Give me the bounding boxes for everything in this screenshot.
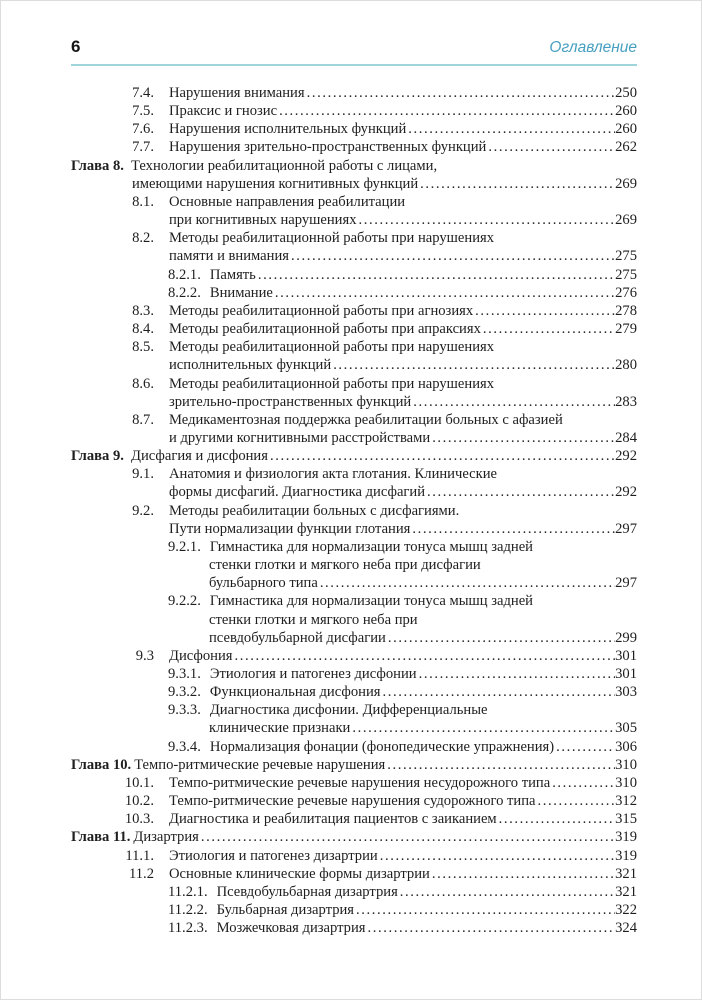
- toc-line: [71, 393, 637, 411]
- entry-page-number: 262: [615, 139, 637, 156]
- toc-entry: [71, 828, 637, 846]
- entry-number: 8.3.: [132, 302, 154, 319]
- toc-line: [71, 756, 637, 774]
- entry-page-number: 280: [615, 357, 637, 374]
- entry-title: Темпо-ритмические речевые нарушения: [134, 756, 386, 773]
- toc-line: [71, 901, 637, 919]
- toc-entry: [71, 411, 637, 447]
- entry-page-number: 321: [615, 865, 637, 882]
- entry-title: и другими когнитивными расстройствами: [169, 429, 431, 446]
- entry-number: 7.5.: [132, 103, 154, 120]
- dot-leader: [199, 828, 615, 846]
- toc-entry: [71, 157, 637, 193]
- entry-title: Основные клинические формы дизартрии: [169, 865, 430, 882]
- entry-number: 9.3.1.: [168, 666, 201, 682]
- dot-leader: [398, 883, 615, 901]
- entry-title: Дисфагия и дисфония: [131, 448, 268, 465]
- entry-number: 11.2.1.: [168, 883, 208, 900]
- entry-page-number: 276: [615, 284, 637, 301]
- toc-entry: [71, 138, 637, 156]
- entry-title: клинические признаки: [209, 720, 351, 737]
- entry-title: Псевдобульбарная дизартрия: [216, 883, 398, 900]
- entry-title: Основные направления реабилитации: [169, 193, 406, 210]
- entry-page-number: 292: [615, 448, 637, 465]
- entry-title: Нарушения зрительно-пространственных функций: [169, 139, 487, 156]
- toc-line: [71, 302, 637, 320]
- toc-line: [71, 411, 637, 429]
- entry-title: Бульбарная дизартрия: [216, 902, 355, 919]
- toc-line: [71, 520, 637, 538]
- entry-number: 7.7.: [132, 139, 154, 156]
- toc-line: [71, 629, 637, 647]
- entry-number: 10.3.: [124, 811, 154, 828]
- dot-leader: [430, 865, 615, 883]
- toc-line: [71, 774, 637, 792]
- toc-line: [71, 447, 637, 465]
- entry-page-number: 319: [615, 829, 637, 846]
- toc-entry: [71, 447, 637, 465]
- toc-entry: [71, 901, 637, 919]
- toc-entry: [71, 266, 637, 284]
- toc-line: [71, 574, 637, 592]
- entry-title: Память: [209, 266, 256, 283]
- toc-line: [71, 483, 637, 501]
- entry-number: 9.2.1.: [168, 538, 201, 555]
- entry-page-number: 303: [615, 684, 637, 701]
- dot-leader: [425, 483, 615, 501]
- running-title: Оглавление: [549, 39, 637, 56]
- dot-leader: [378, 847, 615, 865]
- toc-line: [71, 375, 637, 393]
- entry-title: Нарушения внимания: [169, 85, 305, 101]
- dot-leader: [411, 393, 615, 411]
- entry-title: формы дисфагий. Диагностика дисфагий: [169, 484, 426, 501]
- entry-title: Методы реабилитационной работы при агнозиях: [169, 302, 474, 319]
- entry-page-number: 250: [615, 85, 637, 101]
- entry-page-number: 321: [615, 883, 637, 900]
- entry-number: 8.2.1.: [168, 266, 201, 283]
- toc-entry: [71, 647, 637, 665]
- entry-number: 8.5.: [132, 339, 154, 356]
- entry-page-number: 260: [615, 103, 637, 120]
- toc-entry: [71, 774, 637, 792]
- toc-line: [71, 320, 637, 338]
- entry-page-number: 301: [615, 647, 637, 664]
- entry-page-number: 306: [615, 738, 637, 755]
- toc-entry: [71, 84, 637, 102]
- dot-leader: [473, 302, 615, 320]
- dot-leader: [354, 901, 615, 919]
- dot-leader: [550, 774, 615, 792]
- dot-leader: [406, 120, 615, 138]
- entry-page-number: 269: [615, 175, 637, 192]
- entry-page-number: 310: [615, 756, 637, 773]
- toc-line: [71, 847, 637, 865]
- entry-title: стенки глотки и мягкого неба при: [209, 611, 418, 628]
- entry-number: 9.3.4.: [168, 738, 201, 755]
- dot-leader: [277, 102, 615, 120]
- toc-line: [71, 647, 637, 665]
- entry-page-number: 324: [615, 920, 637, 937]
- dot-leader: [233, 647, 616, 665]
- toc-line: [71, 229, 637, 247]
- entry-title: зрительно-пространственных функций: [169, 393, 412, 410]
- dot-leader: [554, 738, 615, 756]
- entry-page-number: 297: [615, 575, 637, 592]
- entry-title: Этиология и патогенез дизартрии: [169, 847, 378, 864]
- entry-number: 8.7.: [132, 411, 154, 428]
- dot-leader: [289, 247, 615, 265]
- toc-entry: [71, 919, 637, 937]
- entry-title: Медикаментозная поддержка реабилитации больных с афазией: [169, 411, 563, 428]
- entry-page-number: 305: [615, 720, 637, 737]
- entry-number: 9.3.2.: [168, 684, 201, 701]
- entry-title: Диагностика и реабилитация пациентов с заиканием: [169, 811, 497, 828]
- entry-number: 11.2.2.: [168, 902, 208, 919]
- entry-number: 8.4.: [132, 321, 154, 338]
- entry-page-number: 284: [615, 429, 637, 446]
- dot-leader: [536, 792, 616, 810]
- toc-line: [71, 865, 637, 883]
- toc-entry: [71, 738, 637, 756]
- toc-entry: [71, 120, 637, 138]
- page-header: [71, 37, 637, 66]
- toc-line: [71, 102, 637, 120]
- dot-leader: [385, 756, 615, 774]
- entry-title: Нарушения исполнительных функций: [169, 121, 407, 138]
- entry-number: 8.1.: [132, 193, 154, 210]
- entry-page-number: 299: [615, 629, 637, 646]
- toc-line: [71, 120, 637, 138]
- entry-page-number: 260: [615, 121, 637, 138]
- dot-leader: [430, 429, 615, 447]
- page-number: 6: [71, 37, 81, 56]
- toc-line: [71, 157, 637, 175]
- entry-number: 9.1.: [132, 466, 154, 483]
- toc-line: [71, 665, 637, 683]
- dot-leader: [305, 84, 616, 102]
- toc-entry: [71, 756, 637, 774]
- dot-leader: [331, 356, 615, 374]
- entry-title: Праксис и гнозис: [169, 103, 278, 120]
- dot-leader: [386, 629, 615, 647]
- toc-line: [71, 138, 637, 156]
- toc-line: [71, 465, 637, 483]
- entry-title: Методы реабилитационной работы при нарушениях: [169, 230, 495, 247]
- toc-line: [71, 919, 637, 937]
- entry-number: 8.6.: [132, 375, 154, 392]
- entry-title: Гимнастика для нормализации тонуса мышц задней: [209, 593, 533, 610]
- entry-page-number: 297: [615, 520, 637, 537]
- toc-line: [71, 538, 637, 556]
- toc-line: [71, 611, 637, 629]
- toc-entry: [71, 302, 637, 320]
- entry-title: Анатомия и физиология акта глотания. Клинические: [169, 466, 498, 483]
- toc-entry: [71, 665, 637, 683]
- entry-number: 10.2.: [124, 793, 154, 810]
- dot-leader: [350, 719, 615, 737]
- dot-leader: [273, 284, 615, 302]
- entry-title: бульбарного типа: [209, 575, 318, 592]
- toc-line: [71, 175, 637, 193]
- dot-leader: [418, 175, 615, 193]
- entry-title: Этиология и патогенез дисфонии: [209, 666, 417, 682]
- entry-page-number: 292: [615, 484, 637, 501]
- toc-entry: [71, 102, 637, 120]
- toc-entry: [71, 465, 637, 501]
- entry-title: при когнитивных нарушениях: [169, 212, 357, 229]
- entry-title: псевдобульбарной дисфагии: [209, 629, 386, 646]
- toc-line: [71, 592, 637, 610]
- entry-number: 9.3: [135, 647, 154, 664]
- toc-entry: [71, 883, 637, 901]
- entry-number: Глава 11.: [71, 829, 131, 846]
- entry-title: Мозжечковая дизартрия: [216, 920, 366, 937]
- entry-title: Технологии реабилитационной работы с лицами,: [131, 157, 438, 174]
- toc-line: [71, 701, 637, 719]
- entry-title: Пути нормализации функции глотания: [169, 520, 411, 537]
- entry-page-number: 269: [615, 212, 637, 229]
- entry-page-number: 275: [615, 266, 637, 283]
- entry-title: памяти и внимания: [169, 248, 289, 265]
- dot-leader: [380, 683, 615, 701]
- entry-number: 9.2.2.: [168, 593, 201, 610]
- entry-page-number: 312: [615, 793, 637, 810]
- toc-line: [71, 792, 637, 810]
- toc-line: [71, 211, 637, 229]
- entry-title: Темпо-ритмические речевые нарушения судорожного типа: [169, 793, 536, 810]
- toc-line: [71, 556, 637, 574]
- entry-number: 10.1.: [124, 774, 154, 791]
- entry-title: Методы реабилитации больных с дисфагиями.: [169, 502, 460, 519]
- dot-leader: [497, 810, 615, 828]
- entry-title: Внимание: [209, 284, 273, 301]
- dot-leader: [357, 211, 616, 229]
- toc-line: [71, 247, 637, 265]
- dot-leader: [486, 138, 615, 156]
- toc-line: [71, 429, 637, 447]
- toc-line: [71, 284, 637, 302]
- entry-number: Глава 8.: [71, 157, 124, 174]
- entry-page-number: 283: [615, 393, 637, 410]
- entry-title: Дисфония: [169, 647, 233, 664]
- entry-number: 8.2.2.: [168, 284, 201, 301]
- entry-number: 7.6.: [132, 121, 154, 138]
- toc-line: [71, 338, 637, 356]
- entry-page-number: 275: [615, 248, 637, 265]
- entry-number: Глава 10.: [71, 756, 132, 773]
- entry-number: 7.4.: [132, 85, 154, 101]
- entry-title: Гимнастика для нормализации тонуса мышц задней: [209, 538, 533, 555]
- entry-page-number: 319: [615, 847, 637, 864]
- entry-page-number: 315: [615, 811, 637, 828]
- entry-title: Методы реабилитационной работы при нарушениях: [169, 339, 495, 356]
- toc-entry: [71, 502, 637, 538]
- toc-entry: [71, 229, 637, 265]
- entry-title: Методы реабилитационной работы при апраксиях: [169, 321, 481, 338]
- toc-entry: [71, 284, 637, 302]
- entry-title: Функциональная дисфония: [209, 684, 381, 701]
- toc-entry: [71, 193, 637, 229]
- entry-title: Нормализация фонации (фонопедические упражнения): [209, 738, 555, 755]
- toc-line: [71, 810, 637, 828]
- dot-leader: [417, 665, 616, 683]
- toc-list: [71, 84, 637, 937]
- toc-entry: [71, 865, 637, 883]
- entry-title: Методы реабилитационной работы при нарушениях: [169, 375, 495, 392]
- dot-leader: [366, 919, 616, 937]
- entry-page-number: 310: [615, 774, 637, 791]
- toc-entry: [71, 683, 637, 701]
- entry-page-number: 322: [615, 902, 637, 919]
- toc-line: [71, 883, 637, 901]
- dot-leader: [256, 266, 615, 284]
- dot-leader: [268, 447, 615, 465]
- entry-title: исполнительных функций: [169, 357, 332, 374]
- toc-line: [71, 84, 637, 102]
- entry-title: Дизартрия: [133, 829, 199, 846]
- entry-page-number: 301: [615, 666, 637, 682]
- entry-number: 11.2: [129, 865, 154, 882]
- entry-number: 11.2.3.: [168, 920, 208, 937]
- entry-title: имеющими нарушения когнитивных функций: [132, 175, 419, 192]
- entry-number: Глава 9.: [71, 448, 124, 465]
- dot-leader: [410, 520, 615, 538]
- entry-page-number: 278: [615, 302, 637, 319]
- dot-leader: [318, 574, 615, 592]
- entry-number: 9.2.: [132, 502, 154, 519]
- entry-title: Диагностика дисфонии. Дифференциальные: [209, 702, 488, 719]
- entry-number: 9.3.3.: [168, 702, 201, 719]
- toc-line: [71, 828, 637, 846]
- toc-entry: [71, 538, 637, 592]
- toc-line: [71, 502, 637, 520]
- entry-number: 8.2.: [132, 230, 154, 247]
- toc-line: [71, 356, 637, 374]
- toc-line: [71, 683, 637, 701]
- entry-title: стенки глотки и мягкого неба при дисфагии: [209, 557, 481, 574]
- entry-title: Темпо-ритмические речевые нарушения несудорожного типа: [169, 774, 551, 791]
- toc-entry: [71, 592, 637, 646]
- toc-line: [71, 266, 637, 284]
- toc-entry: [71, 338, 637, 374]
- toc-entry: [71, 375, 637, 411]
- toc-entry: [71, 320, 637, 338]
- toc-line: [71, 738, 637, 756]
- entry-number: 11.1.: [125, 847, 154, 864]
- toc-entry: [71, 847, 637, 865]
- toc-entry: [71, 810, 637, 828]
- toc-line: [71, 719, 637, 737]
- toc-line: [71, 193, 637, 211]
- dot-leader: [481, 320, 615, 338]
- entry-page-number: 279: [615, 321, 637, 338]
- toc-entry: [71, 792, 637, 810]
- toc-entry: [71, 701, 637, 737]
